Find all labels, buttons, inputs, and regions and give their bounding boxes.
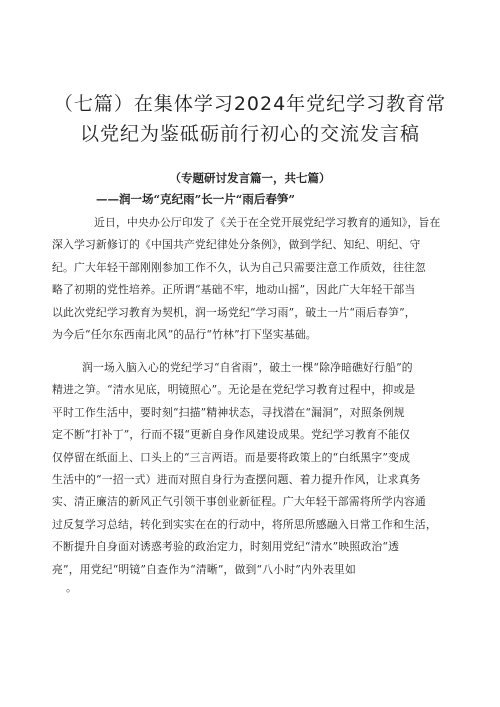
paragraph-line: 为今后“任尔东西南北风”的品行“竹林”打下坚实基础。	[52, 327, 317, 341]
trailing-punctuation: 。	[66, 581, 77, 594]
paragraph-line: 生活中的“一招一式）进而对照自身行为查摆问题、着力提升作风，让求真务	[52, 472, 421, 486]
paragraph-line: 平时工作生活中，要时刻“扫描”精神状态，寻找潜在“漏洞”，对照条例规	[52, 405, 405, 419]
paragraph-line: 润一场入脑入心的党纪学习“自省雨”，破土一棵“除净暗礁好行船”的	[82, 361, 413, 374]
paragraph-line: 略了初期的党性培养。正所谓“基础不牢，地动山摇”，因此广大年轻干部当	[52, 283, 416, 297]
paragraph-line: 仅停留在纸面上、口头上的“三言两语。而是要将政策上的“白纸黑字”变成	[52, 450, 411, 464]
paragraph-line: 过反复学习总结，转化到实实在在的行动中，将所思所感融入日常工作和生活，	[52, 517, 437, 531]
paragraph-line: 不断提升自身面对诱惑考验的政治定力，时刻用党纪“清水”映照政治“透	[52, 540, 400, 554]
paragraph-1	[52, 212, 452, 346]
document-title-line-2: 以党纪为鉴砥砺前行初心的交流发言稿	[79, 123, 420, 145]
document-title-line-1: （七篇）在集体学习2024年党纪学习教育常	[53, 93, 447, 115]
paragraph-line: 深入学习新修订的《中国共产党纪律处分条例》，做到学纪、知纪、明纪、守	[52, 238, 421, 252]
paragraph-line: 以此次党纪学习教育为契机，润一场党纪“学习雨”，破土一片“雨后春笋”，	[52, 305, 416, 319]
document-subtitle: （专题研讨发言篇一，共七篇）	[169, 171, 331, 185]
paragraph-2	[52, 357, 452, 581]
paragraph-line: 纪。广大年轻干部刚刚参加工作不久，认为自己只需要注意工作质效，往往忽	[52, 260, 426, 274]
document-subheading: ——润一场“克纪雨”长一片“雨后春笋”	[96, 192, 295, 206]
paragraph-line: 亮”，用党纪“明镜”自查作为“清晰”，做到“八小时”内外表里如	[52, 562, 356, 576]
paragraph-line: 定不断“打补丁”，行而不辍“更新自身作风建设成果。党纪学习教育不能仅	[52, 428, 411, 442]
paragraph-line: 近日，中央办公厅印发了《关于在全党开展党纪学习教育的通知》，旨在	[94, 216, 441, 229]
paragraph-line: 实、清正廉洁的新风正气引领干事创业新征程。广大年轻干部需将所学内容通	[52, 495, 426, 509]
paragraph-line: 精进之笋。“清水见底，明镜照心”。无论是在党纪学习教育过程中，抑或是	[52, 383, 416, 397]
